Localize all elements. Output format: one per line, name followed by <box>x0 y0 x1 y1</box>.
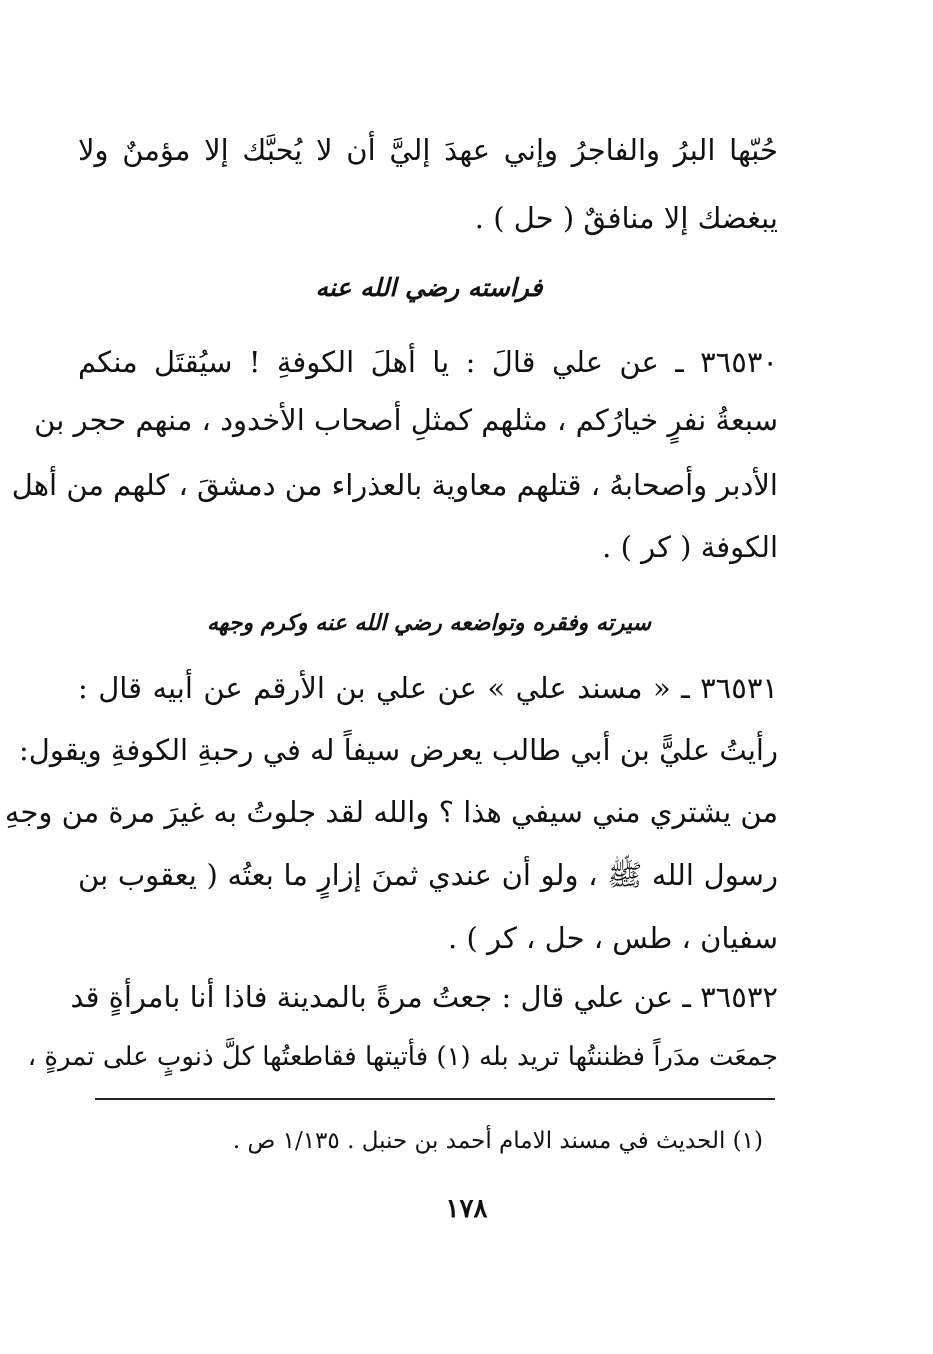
text-line-6: الكوفة ( كر ) . <box>602 530 778 564</box>
text-line-11: سفيان ، طس ، حل ، كر ) . <box>448 921 778 955</box>
section-heading-sira: سيرته وفقره وتواضعه رضي الله عنه وكرم وجهه <box>206 610 652 636</box>
page-number: ١٧٨ <box>445 1194 488 1224</box>
text-line-1: حُبّها البرُ والفاجرُ وإني عهدَ إليَّ أن لا يُحبَّك إلا مؤمنٌ ولا <box>78 133 778 167</box>
footnote-separator <box>95 1098 775 1100</box>
text-line-5: الأدبر وأصحابهُ ، قتلهم معاوية بالعذراء من دمشقَ ، كلهم من أهل <box>11 468 778 502</box>
text-line-8: رأيتُ عليًّ بن أبي طالب يعرض سيفاً له في رحبةِ الكوفةِ ويقول: <box>19 733 778 767</box>
text-line-4: سبعةُ نفرٍ خيارُكم ، مثلهم كمثلِ أصحاب الأخدود ، منهم حجر بن <box>34 403 778 437</box>
text-line-13: جمعَت مدَراً فظننتُها تريد بله (١) فأتيتها فقاطعتُها كلَّ ذنوبٍ على تمرةٍ ، <box>27 1042 778 1072</box>
section-heading-firasa: فراسته رضي الله عنه <box>315 273 543 302</box>
text-line-7: ٣٦٥٣١ ـ « مسند علي » عن علي بن الأرقم عن أبيه قال : <box>78 671 778 705</box>
text-line-12: ٣٦٥٣٢ ـ عن علي قال : جعتُ مرةً بالمدينة فاذا أنا بامرأةٍ قد <box>70 980 778 1014</box>
text-line-2: يبغضك إلا منافقٌ ( حل ) . <box>474 201 778 235</box>
text-line-3: ٣٦٥٣٠ ـ عن علي قالَ : يا أهلَ الكوفةِ ! سيُقتَل منكم <box>78 345 778 379</box>
text-line-9: من يشتري مني سيفي هذا ؟ والله لقد جلوتُ به غيرَ مرة من وجهِ <box>4 795 778 829</box>
footnote: (١) الحديث في مسند الامام أحمد بن حنبل . ١/١٣٥ ص . <box>232 1128 763 1154</box>
text-line-10: رسول الله ﷺ ، ولو أن عندي ثمنَ إزارٍ ما بعتُه ( يعقوب بن <box>78 858 778 892</box>
